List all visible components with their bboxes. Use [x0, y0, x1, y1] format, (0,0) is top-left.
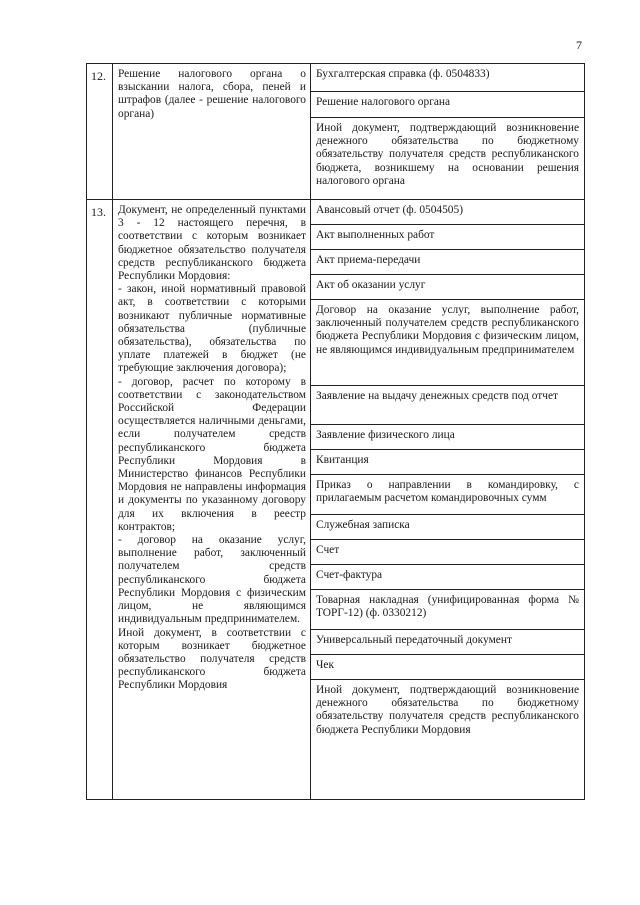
table-row-13 — [87, 200, 585, 800]
document-item: Акт выполненных работ — [311, 225, 584, 250]
description-paragraph: Решение налогового органа о взыскании налога, сбора, пеней и штрафов (далее - решение налогового органа) — [118, 68, 306, 120]
documents-list — [311, 64, 585, 200]
document-item: Бухгалтерская справка (ф. 0504833) — [311, 64, 584, 92]
document-item: Приказ о направлении в командировку, с прилагаемым расчетом командировочных сумм — [311, 475, 584, 515]
description-paragraph: Документ, не определенный пунктами 3 - 12 настоящего перечня, в соответствии с которым возникает бюджетное обязательство получателя средств республиканского бюджета Республики Мордовия: — [118, 204, 306, 283]
description-paragraph: - договор, расчет по которому в соответствии с законодательством Российской Федерации осуществляется наличными деньгами, если получателем средств республиканского бюджета Республики Мордовия в Министерство финансов Республики Мордовия не направлены информация и документы по указанному договору для их включения в реестр контрактов; — [118, 375, 306, 533]
documents-list — [311, 200, 585, 800]
document-item: Иной документ, подтверждающий возникновение денежного обязательства по бюджетному обязательству получателя средств республиканского бюджета Республики Мордовия — [316, 684, 579, 736]
document-item: Заявление физического лица — [311, 425, 584, 450]
document-item: Счет-фактура — [311, 565, 584, 590]
table-row-12 — [87, 64, 585, 200]
document-item: Акт об оказании услуг — [311, 275, 584, 300]
documents-table — [86, 63, 585, 800]
document-item: Счет — [311, 540, 584, 565]
document-item: Квитанция — [311, 450, 584, 475]
document-item: Универсальный передаточный документ — [311, 630, 584, 655]
document-item: Акт приема-передачи — [311, 250, 584, 275]
document-item: Договор на оказание услуг, выполнение работ, заключенный получателем средств республиканского бюджета Республики Мордовия с физическим лицом, не являющимся индивидуальным предпринимателем — [311, 300, 584, 386]
description-paragraph: Иной документ, в соответствии с которым возникает бюджетное обязательство получателя средств республиканского бюджета Республики Мордовия — [118, 626, 306, 692]
document-item: Служебная записка — [311, 515, 584, 540]
row-description — [113, 200, 311, 800]
document-item: Авансовый отчет (ф. 0504505) — [311, 200, 584, 225]
document-item: Заявление на выдачу денежных средств под отчет — [311, 386, 584, 425]
description-paragraph: - закон, иной нормативный правовой акт, в соответствии с которыми возникают публичные нормативные обязательства (публичные обязательства), обязательства по уплате платежей в бюджет (не требующие заключения договора); — [118, 283, 306, 375]
description-paragraph: - договор на оказание услуг, выполнение работ, заключенный получателем средств республиканского бюджета Республики Мордовия с физическим лицом, не являющимся индивидуальным предпринимателем. — [118, 534, 306, 626]
document-item: Решение налогового органа — [311, 92, 584, 118]
row-number: 12. — [87, 64, 113, 200]
row-description — [113, 64, 311, 200]
document-item: Товарная накладная (унифицированная форма № ТОРГ-12) (ф. 0330212) — [311, 590, 584, 630]
document-item: Иной документ, подтверждающий возникновение денежного обязательства по бюджетному обязательству получателя средств республиканского бюджета, возникшему на основании решения налогового органа — [316, 122, 579, 187]
row-number: 13. — [87, 200, 113, 800]
document-item: Чек — [311, 655, 584, 680]
page-number: 7 — [576, 38, 582, 52]
